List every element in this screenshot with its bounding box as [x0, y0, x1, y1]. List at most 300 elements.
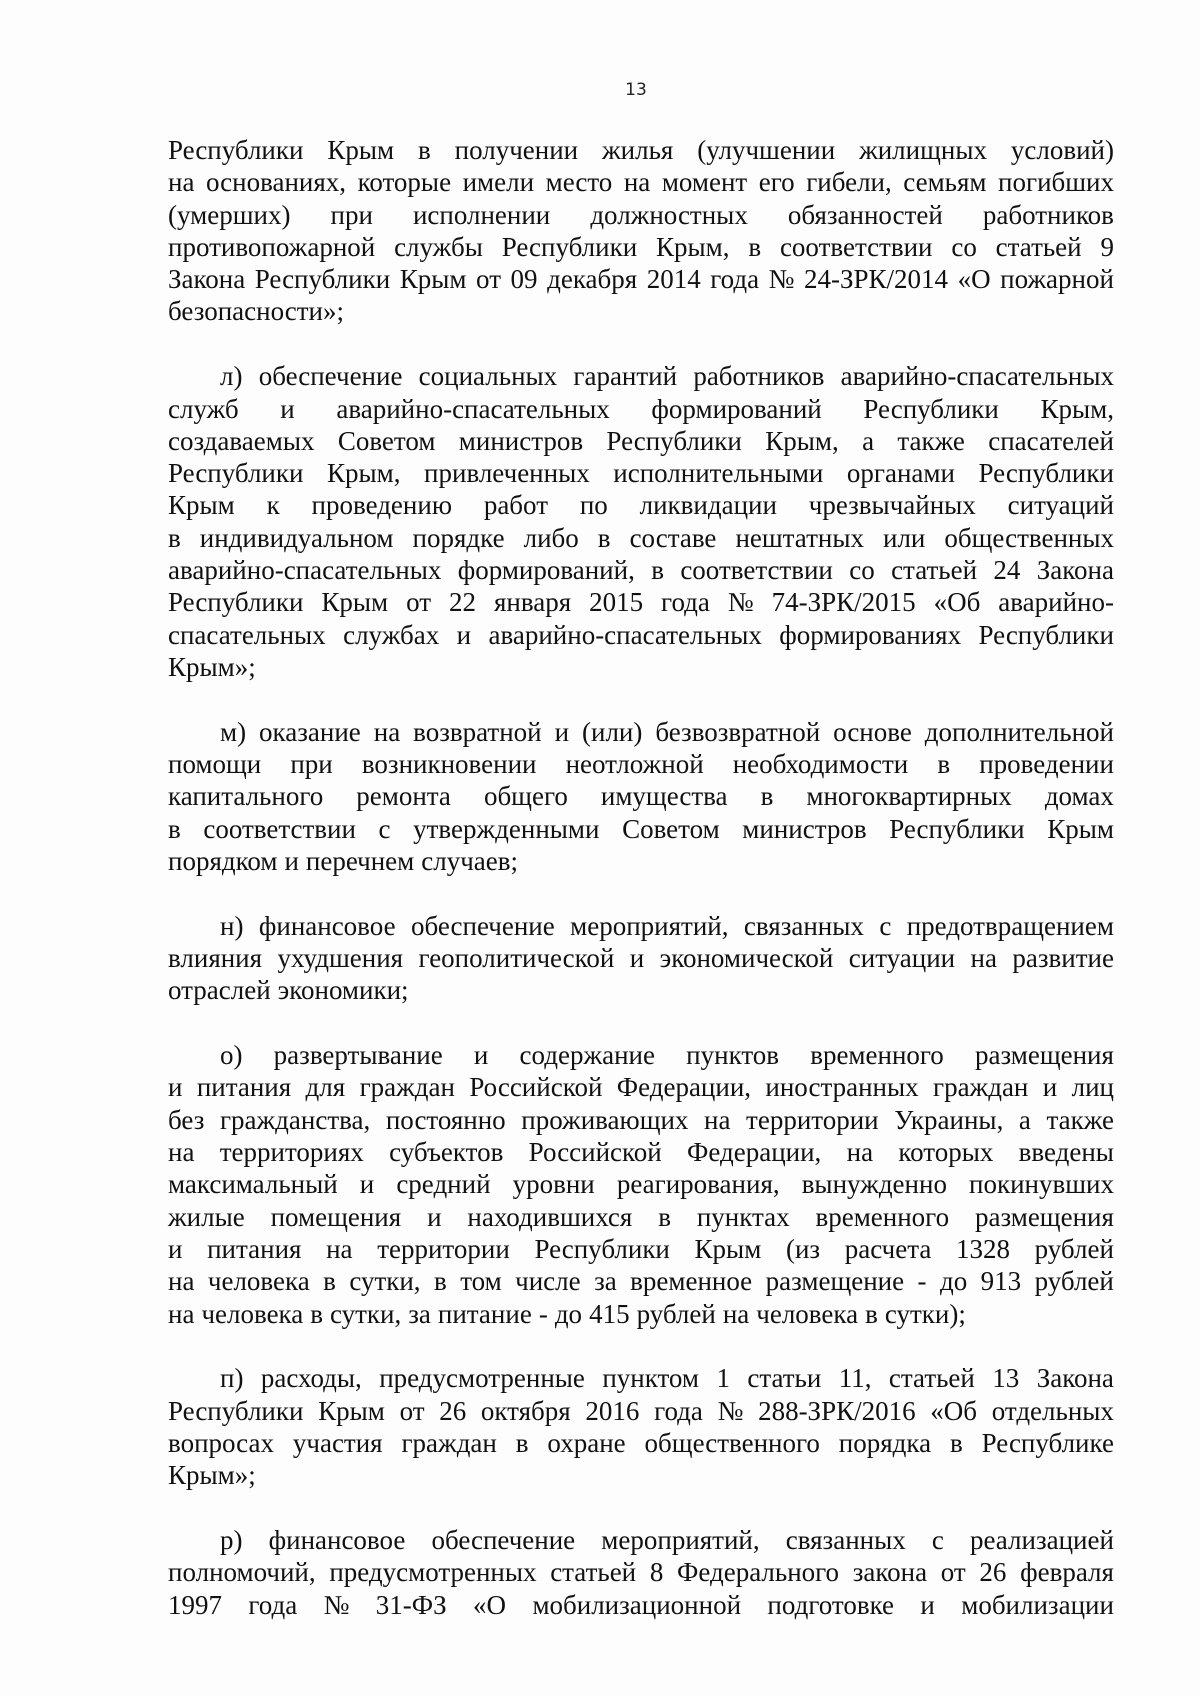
word: в: [310, 1298, 323, 1329]
word: службы: [394, 231, 483, 262]
text-line: [168, 457, 1114, 489]
word: в: [515, 1427, 529, 1458]
word: геополитической: [418, 943, 615, 974]
word: исполнительными: [613, 458, 824, 489]
word: Украины,: [894, 1104, 1004, 1135]
word: расходы,: [260, 1363, 362, 1394]
word: предотвращением: [906, 910, 1114, 941]
word: «О: [957, 264, 991, 295]
word: 22: [449, 587, 477, 618]
word: Крым: [694, 1233, 762, 1264]
word: Закона: [1036, 1363, 1114, 1394]
word: года: [661, 587, 710, 618]
word: сутки,: [349, 1266, 421, 1297]
word: Крым,: [765, 425, 839, 456]
word: возникновении: [361, 749, 537, 780]
word: с: [378, 813, 391, 844]
text-line: [168, 425, 1114, 457]
word: привлеченных: [424, 458, 590, 489]
word: аварийно-спасательных: [840, 361, 1114, 392]
word: министров: [742, 813, 867, 844]
word: №: [323, 1589, 350, 1620]
word: л): [220, 361, 243, 392]
word: №: [768, 264, 795, 295]
text-line: [168, 1556, 1114, 1588]
word: размещения: [974, 1040, 1114, 1071]
word: территориях: [219, 1137, 364, 1168]
word: соответствии: [203, 813, 356, 844]
word: уровни: [512, 1169, 595, 1200]
word: 1: [716, 1363, 730, 1394]
word: спасательных: [168, 619, 326, 650]
word: содержание: [519, 1040, 655, 1071]
word: временного: [810, 1040, 944, 1071]
text-line: [168, 1039, 1114, 1071]
word: в: [658, 1201, 671, 1232]
word: территории: [746, 1104, 879, 1135]
word: 31-ФЗ: [375, 1589, 447, 1620]
text-line: [168, 1136, 1114, 1168]
word: территории: [377, 1233, 510, 1264]
word: Крым,: [1040, 393, 1114, 424]
word: Федерации,: [616, 1072, 752, 1103]
word: имущества: [600, 781, 728, 812]
word: должностных: [590, 199, 748, 230]
word: проведении: [979, 749, 1114, 780]
word: гарантий: [573, 361, 678, 392]
word: Федерации,: [687, 1137, 822, 1168]
word: составе: [629, 522, 717, 553]
word: экономики;: [277, 975, 409, 1006]
word: по: [579, 490, 608, 521]
text-line: [168, 231, 1114, 263]
word: (улучшении: [697, 135, 836, 165]
document-body: [168, 134, 1114, 1621]
text-line: [168, 845, 1114, 877]
word: основаниях,: [205, 167, 347, 198]
word: порядка: [838, 1427, 932, 1458]
text-line: [168, 1168, 1114, 1200]
word: 2016: [585, 1395, 640, 1426]
word: жилья: [602, 135, 674, 165]
word: и: [456, 619, 472, 650]
word: на: [373, 716, 401, 747]
word: капитального: [168, 781, 324, 812]
text-line: [168, 554, 1114, 586]
paragraph-item-r: [168, 1524, 1114, 1621]
word: работ: [483, 490, 548, 521]
text-line: [168, 166, 1114, 198]
text-line: [168, 651, 1114, 683]
word: и: [920, 1589, 935, 1620]
word: необходимости: [732, 749, 909, 780]
word: отдельных: [991, 1395, 1114, 1426]
word: человека: [207, 1266, 310, 1297]
paragraph-intro: [168, 134, 1114, 328]
word: семьям: [903, 167, 987, 198]
word: человека: [756, 1298, 859, 1329]
word: на: [168, 1298, 195, 1329]
word: субъектов: [389, 1137, 504, 1168]
word: от: [399, 1395, 425, 1426]
word: аварийно-спасательных: [168, 555, 442, 586]
text-line: [168, 1459, 1114, 1491]
word: Республики: [168, 587, 304, 618]
word: с: [931, 1524, 944, 1555]
word: министров: [458, 425, 584, 456]
word: до: [554, 1298, 583, 1329]
word: Федерального: [677, 1557, 840, 1588]
word: и: [427, 1201, 442, 1232]
word: гибели,: [806, 167, 892, 198]
word: на: [722, 1298, 750, 1329]
word: Крым: [399, 264, 467, 295]
word: дополнительной: [924, 716, 1114, 747]
word: статьей: [891, 555, 978, 586]
word: граждан: [359, 1072, 455, 1103]
word: расчета: [844, 1233, 932, 1264]
word: момент: [661, 167, 748, 198]
word: 74-ЗРК/2015: [771, 587, 916, 618]
word: утвержденными: [413, 813, 600, 844]
word: также: [897, 425, 965, 456]
word: безопасности»;: [168, 296, 344, 327]
word: Республики: [606, 425, 742, 456]
word: ситуации: [848, 943, 956, 974]
word: ремонта: [356, 781, 451, 812]
word: года: [710, 264, 760, 295]
word: Республики: [168, 135, 304, 165]
text-line: [168, 813, 1114, 845]
paragraph-item-p: [168, 1362, 1114, 1491]
word: -: [917, 1266, 927, 1297]
word: социальных: [418, 361, 558, 392]
word: при: [330, 199, 373, 230]
word: 2014: [646, 264, 701, 295]
word: спасателей: [988, 425, 1114, 456]
word: Крым»;: [168, 651, 256, 682]
text-line: [168, 910, 1114, 942]
word: обязанностей: [787, 199, 943, 230]
word: проживающих: [521, 1104, 689, 1135]
word: индивидуальном: [199, 522, 394, 553]
word: органами: [846, 458, 955, 489]
word: в: [760, 781, 774, 812]
paragraph-item-o: [168, 1039, 1114, 1330]
word: подготовке: [767, 1589, 894, 1620]
word: Республике: [981, 1427, 1114, 1458]
word: 8: [649, 1557, 664, 1588]
word: экономической: [659, 943, 834, 974]
text-line: [168, 748, 1114, 780]
word: создаваемых: [168, 425, 315, 456]
word: иностранных: [765, 1072, 919, 1103]
text-line: [168, 295, 1114, 327]
word: граждан: [933, 1072, 1029, 1103]
word: в: [417, 135, 431, 165]
word: ликвидации: [639, 490, 777, 521]
text-line: [168, 134, 1114, 166]
word: пожарной: [1000, 264, 1114, 295]
word: (или): [582, 716, 643, 747]
word: либо: [523, 522, 579, 553]
word: в: [865, 1298, 878, 1329]
word: р): [220, 1524, 243, 1555]
word: аварийно-спасательных: [488, 619, 762, 650]
word: к: [266, 490, 280, 521]
word: Республики: [168, 458, 304, 489]
word: статьей: [995, 231, 1082, 262]
word: исполнении: [412, 199, 551, 230]
word: развитие: [1012, 943, 1114, 974]
word: от: [476, 264, 501, 295]
word: мероприятий,: [570, 910, 729, 941]
word: вынужденно: [801, 1169, 947, 1200]
word: реализацией: [969, 1524, 1114, 1555]
word: отраслей: [168, 975, 271, 1006]
text-line: [168, 199, 1114, 231]
word: получении: [454, 135, 579, 165]
word: связанных: [785, 1524, 906, 1555]
word: 24: [993, 555, 1021, 586]
word: на: [623, 167, 651, 198]
word: и: [629, 943, 645, 974]
word: Крым»;: [168, 1460, 256, 1491]
word: 9: [1100, 231, 1114, 262]
word: в: [651, 555, 664, 586]
word: закона: [852, 1557, 928, 1588]
word: Крым: [321, 587, 389, 618]
word: Советом: [622, 813, 720, 844]
text-line: [168, 1427, 1114, 1459]
word: 09: [510, 264, 538, 295]
word: в: [949, 1427, 963, 1458]
word: временного: [815, 1201, 950, 1232]
word: от: [406, 587, 432, 618]
word: а: [862, 425, 875, 456]
word: в: [748, 231, 762, 262]
word: Российской: [528, 1137, 662, 1168]
word: в: [168, 813, 181, 844]
word: максимальный: [168, 1169, 338, 1200]
word: 11,: [838, 1363, 872, 1394]
word: гражданства,: [219, 1104, 371, 1135]
paragraph-item-n: [168, 910, 1114, 1007]
word: работников: [982, 199, 1114, 230]
word: ситуаций: [1007, 490, 1114, 521]
word: 1997: [168, 1589, 222, 1620]
word: за: [594, 1266, 617, 1297]
word: погибших: [998, 167, 1114, 198]
word: Республики: [168, 1395, 304, 1426]
word: сутки,: [330, 1298, 402, 1329]
word: Закона: [1036, 555, 1114, 586]
word: Республики: [534, 1233, 670, 1264]
paragraph-item-l: [168, 360, 1114, 683]
word: октября: [480, 1395, 571, 1426]
text-line: [168, 1362, 1114, 1394]
word: на: [168, 167, 195, 198]
word: (из: [785, 1233, 821, 1264]
word: пунктов: [686, 1040, 780, 1071]
text-line: [168, 522, 1114, 554]
word: и: [168, 1072, 183, 1103]
word: «Об: [933, 587, 981, 618]
word: Республики: [501, 231, 638, 262]
word: обеспечение: [410, 910, 555, 941]
word: мобилизации: [961, 1589, 1114, 1620]
word: Республики: [978, 619, 1114, 650]
word: чрезвычайных: [808, 490, 976, 521]
word: влияния: [168, 943, 263, 974]
word: служб: [168, 393, 239, 424]
word: лиц: [1071, 1072, 1114, 1103]
word: участия: [292, 1427, 383, 1458]
word: н): [220, 910, 244, 941]
word: в: [323, 1266, 336, 1297]
word: при: [290, 749, 333, 780]
word: -: [538, 1298, 548, 1329]
word: питания: [196, 1072, 292, 1103]
word: пунктом: [602, 1363, 700, 1394]
word: 1328: [955, 1233, 1010, 1264]
word: Крым: [168, 490, 235, 521]
text-line: [168, 1298, 1114, 1330]
word: работников: [693, 361, 825, 392]
word: его: [758, 167, 795, 198]
word: м): [220, 716, 247, 747]
word: на: [704, 1104, 731, 1135]
word: предусмотренных: [329, 1557, 537, 1588]
text-line: [168, 1265, 1114, 1297]
word: также: [1046, 1104, 1114, 1135]
word: рублей: [1034, 1233, 1114, 1264]
word: порядке: [412, 522, 505, 553]
word: Советом: [337, 425, 436, 456]
word: и: [359, 1169, 375, 1200]
word: покинувших: [969, 1169, 1114, 1200]
word: развертывание: [273, 1040, 443, 1071]
word: в: [597, 522, 611, 553]
word: питание: [437, 1298, 532, 1329]
word: или: [883, 522, 926, 553]
word: Крым: [327, 135, 395, 165]
word: числе: [515, 1266, 581, 1297]
text-line: [168, 1071, 1114, 1103]
word: соответствии: [779, 231, 933, 262]
word: домах: [1044, 781, 1114, 812]
word: 288-ЗРК/2016: [758, 1395, 916, 1426]
text-line: [168, 974, 1114, 1006]
word: в: [434, 1266, 447, 1297]
text-line: [168, 1589, 1114, 1621]
word: 2015: [589, 587, 644, 618]
word: охране: [547, 1427, 626, 1458]
text-line: [168, 1233, 1114, 1265]
word: (умерших): [168, 199, 291, 230]
word: постоянно: [385, 1104, 506, 1135]
word: статьей: [888, 1363, 975, 1394]
word: порядком: [168, 845, 278, 876]
word: нештатных: [735, 522, 864, 553]
word: общего: [483, 781, 568, 812]
word: соответствии: [680, 555, 833, 586]
word: обеспечение: [431, 1524, 576, 1555]
word: Крым,: [656, 231, 730, 262]
text-line: [168, 942, 1114, 974]
word: временное: [630, 1266, 753, 1297]
text-line: [168, 716, 1114, 748]
word: безвозвратной: [655, 716, 821, 747]
word: статьи: [747, 1363, 822, 1394]
word: общественного: [644, 1427, 820, 1458]
word: мероприятий,: [601, 1524, 760, 1555]
word: года: [248, 1589, 298, 1620]
word: декабря: [547, 264, 638, 295]
word: о): [220, 1040, 243, 1071]
text-line: [168, 1395, 1114, 1427]
word: введены: [1018, 1137, 1114, 1168]
word: находившихся: [467, 1201, 633, 1232]
word: на: [168, 1137, 195, 1168]
word: и: [554, 716, 570, 747]
word: случаев;: [421, 845, 518, 876]
word: перечнем: [305, 845, 415, 876]
word: питания: [207, 1233, 302, 1264]
word: за: [408, 1298, 431, 1329]
word: со: [849, 555, 875, 586]
word: рублей: [1034, 1266, 1114, 1297]
word: формированиях: [779, 619, 962, 650]
word: 13: [992, 1363, 1020, 1394]
word: человека: [201, 1298, 304, 1329]
word: Крым: [318, 1395, 385, 1426]
word: а: [1018, 1104, 1031, 1135]
word: оказание: [259, 716, 361, 747]
word: от: [940, 1557, 966, 1588]
word: №: [727, 587, 754, 618]
word: статьей: [550, 1557, 637, 1588]
word: формирований,: [457, 555, 635, 586]
word: жилищных: [859, 135, 987, 165]
text-line: [168, 619, 1114, 651]
word: финансовое: [258, 910, 396, 941]
word: формирований: [651, 393, 822, 424]
word: неотложной: [565, 749, 704, 780]
word: Республики: [978, 458, 1114, 489]
word: имели: [462, 167, 535, 198]
word: многоквартирных: [806, 781, 1012, 812]
text-line: [168, 1201, 1114, 1233]
word: на: [846, 1137, 874, 1168]
word: 24-ЗРК/2014: [803, 264, 949, 295]
word: и: [280, 393, 295, 424]
word: рублей: [636, 1298, 716, 1329]
text-line: [168, 489, 1114, 521]
word: сутки);: [884, 1298, 966, 1329]
text-line: [168, 586, 1114, 618]
word: января: [493, 587, 572, 618]
word: которых: [898, 1137, 994, 1168]
word: с: [879, 910, 892, 941]
word: аварийно-: [998, 587, 1114, 618]
text-line: [168, 1104, 1114, 1136]
word: аварийно-спасательных: [336, 393, 610, 424]
word: место: [545, 167, 613, 198]
word: в: [937, 749, 951, 780]
word: мобилизационной: [532, 1589, 742, 1620]
word: службах: [343, 619, 440, 650]
